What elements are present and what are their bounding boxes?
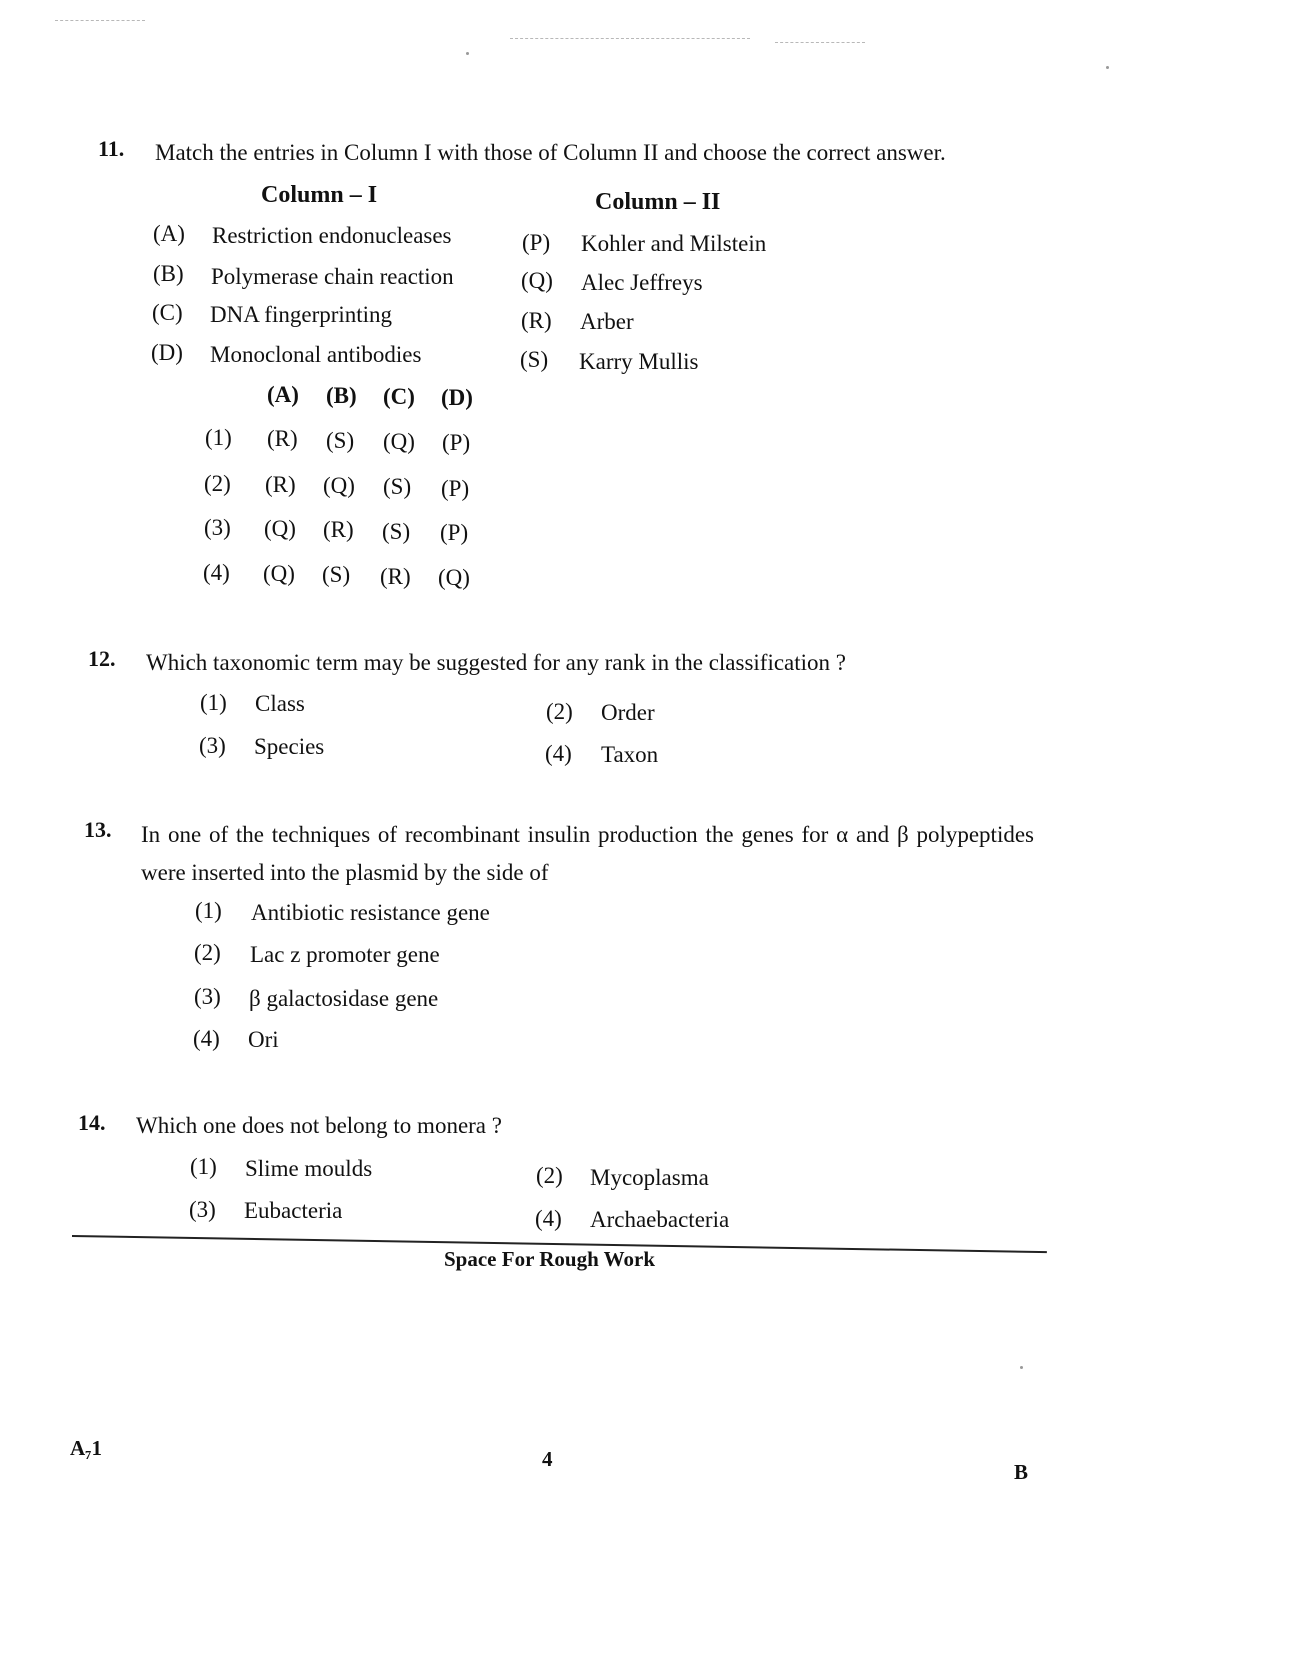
question-stem: In one of the techniques of recombinant insulin production the genes for α and β polypeptides were inserted into the plasmid by the side of [141,822,1034,885]
answer-grid-header: (A) [267,382,299,407]
option-number: (3) [194,984,221,1009]
scan-speck [1020,1366,1023,1369]
column-i-item: Monoclonal antibodies [210,342,422,367]
answer-grid-cell: (Q) [323,473,355,498]
column-i-key: (D) [151,340,183,365]
option-number: (1) [200,690,227,715]
option-number: (1) [195,898,222,923]
column-ii-key: (R) [521,308,552,333]
answer-option-number: (3) [204,515,231,540]
column-i-key: (A) [153,221,185,246]
answer-grid-header: (B) [326,383,357,408]
answer-option-number: (4) [203,560,230,585]
option-text: Antibiotic resistance gene [251,900,490,925]
page-number: 4 [542,1447,553,1471]
option-text: Taxon [601,742,659,767]
answer-grid-cell: (S) [322,562,351,587]
column-i-item: Restriction endonucleases [212,223,452,248]
option-number: (1) [190,1154,217,1179]
answer-grid-cell: (R) [323,517,354,542]
answer-grid-cell: (R) [265,472,296,497]
option-text: Order [601,700,655,725]
question-stem: Which taxonomic term may be suggested for any rank in the classification ? [146,650,846,675]
option-text: Species [254,734,325,759]
option-number: (4) [193,1026,220,1051]
option-text: Class [255,691,305,716]
answer-grid-cell: (R) [380,564,411,589]
question-number: 13. [84,817,112,842]
option-text: Ori [248,1027,279,1052]
scan-artifact-line [775,42,865,43]
answer-grid-cell: (Q) [263,561,295,586]
option-text: Slime moulds [245,1156,373,1181]
question-stem: Which one does not belong to monera ? [136,1113,502,1138]
option-text: Archaebacteria [590,1207,730,1232]
answer-option-number: (1) [205,425,232,450]
question-number: 14. [78,1110,106,1135]
scan-speck [466,52,469,55]
option-number: (3) [199,733,226,758]
column-i-item: DNA fingerprinting [210,302,393,327]
column-ii-title: Column – II [595,189,721,215]
option-number: (4) [535,1206,562,1231]
option-text: Mycoplasma [590,1165,709,1190]
scan-artifact-line [510,38,750,39]
footer-booklet-code: A₇1 [70,1436,102,1460]
column-i-key: (B) [153,261,184,286]
scan-speck [1106,66,1109,69]
answer-grid-cell: (R) [267,426,298,451]
column-ii-key: (S) [520,347,549,372]
answer-grid-cell: (P) [441,476,470,501]
option-number: (2) [536,1163,563,1188]
answer-grid-cell: (S) [326,428,355,453]
option-text: Eubacteria [244,1198,343,1223]
option-number: (2) [546,699,573,724]
column-ii-key: (Q) [521,268,553,293]
answer-grid-cell: (Q) [383,429,415,454]
option-text: Lac z promoter gene [250,942,440,967]
answer-grid-cell: (Q) [264,516,296,541]
question-number: 12. [88,646,116,671]
column-ii-item: Kohler and Milstein [581,231,767,256]
option-number: (2) [194,940,221,965]
option-text: β galactosidase gene [249,986,439,1011]
answer-grid-cell: (P) [442,430,471,455]
question-number: 11. [98,136,125,161]
answer-option-number: (2) [204,471,231,496]
scan-artifact-line [55,20,145,21]
option-number: (3) [189,1197,216,1222]
column-ii-key: (P) [522,230,551,255]
option-number: (4) [545,741,572,766]
column-ii-item: Alec Jeffreys [581,270,703,295]
column-i-title: Column – I [261,182,378,208]
column-i-key: (C) [152,300,183,325]
column-ii-item: Arber [580,309,634,334]
question-stem: Match the entries in Column I with those of Column II and choose the correct answer. [155,140,946,165]
answer-grid-cell: (S) [382,519,411,544]
series-letter: B [1014,1460,1029,1484]
column-i-item: Polymerase chain reaction [211,264,454,289]
rough-work-label: Space For Rough Work [444,1247,656,1271]
answer-grid-header: (D) [441,385,473,410]
answer-grid-cell: (S) [383,474,412,499]
answer-grid-cell: (P) [440,520,469,545]
column-ii-item: Karry Mullis [579,349,699,374]
answer-grid-cell: (Q) [438,565,470,590]
answer-grid-header: (C) [383,384,415,409]
